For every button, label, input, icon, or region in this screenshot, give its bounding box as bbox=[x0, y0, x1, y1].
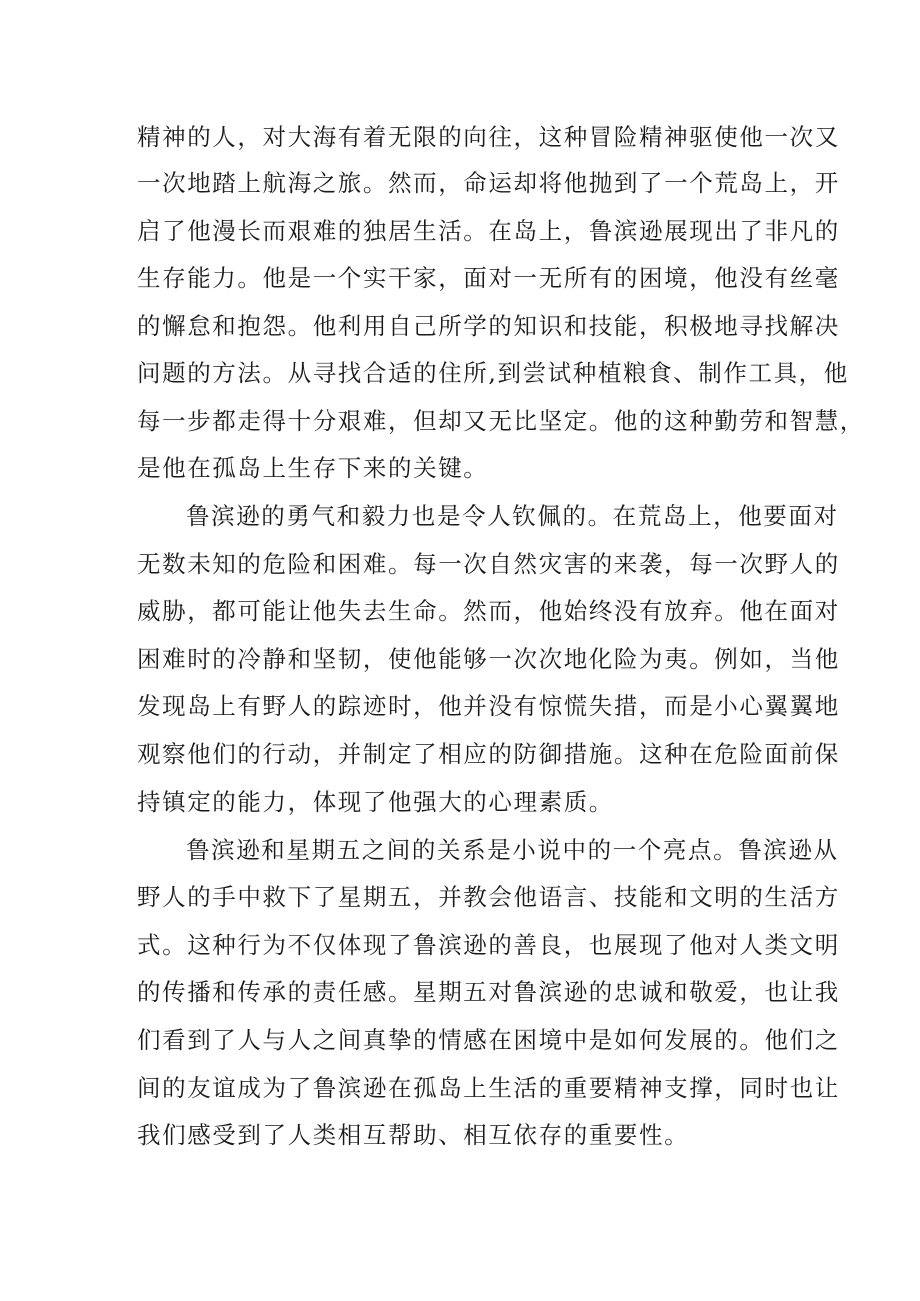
paragraph-1-line-2: 一次地踏上航海之旅。然而，命运却将他抛到了一个荒岛上，开 bbox=[137, 169, 840, 197]
paragraph-2-line-1: 鲁滨逊的勇气和毅力也是令人钦佩的。在荒岛上，他要面对 bbox=[186, 502, 839, 530]
paragraph-1-line-3: 启了他漫长而艰难的独居生活。在岛上，鲁滨逊展现出了非凡的 bbox=[137, 217, 840, 245]
paragraph-2-line-3: 威胁，都可能让他失去生命。然而，他始终没有放弃。他在面对 bbox=[137, 597, 840, 625]
paragraph-3-line-6: 间的友谊成为了鲁滨逊在孤岛上生活的重要精神支撑，同时也让 bbox=[137, 1074, 840, 1102]
paragraph-1-line-4: 生存能力。他是一个实干家，面对一无所有的困境，他没有丝毫 bbox=[137, 264, 840, 292]
paragraph-3-line-1: 鲁滨逊和星期五之间的关系是小说中的一个亮点。鲁滨逊从 bbox=[186, 836, 839, 864]
paragraph-2-line-2: 无数未知的危险和困难。每一次自然灾害的来袭，每一次野人的 bbox=[137, 550, 840, 578]
paragraph-3-line-7: 我们感受到了人类相互帮助、相互依存的重要性。 bbox=[137, 1121, 690, 1149]
paragraph-3-line-5: 们看到了人与人之间真挚的情感在困境中是如何发展的。他们之 bbox=[137, 1026, 840, 1054]
paragraph-2-line-7: 持镇定的能力，体现了他强大的心理素质。 bbox=[137, 788, 614, 816]
paragraph-1-line-6: 问题的方法。从寻找合适的住所,到尝试种植粮食、制作工具，他 bbox=[137, 359, 849, 387]
paragraph-1-line-1: 精神的人，对大海有着无限的向往，这种冒险精神驱使他一次又 bbox=[137, 123, 840, 151]
paragraph-2-line-6: 观察他们的行动，并制定了相应的防御措施。这种在危险面前保 bbox=[137, 740, 840, 768]
paragraph-1-line-8: 是他在孤岛上生存下来的关键。 bbox=[137, 454, 489, 482]
paragraph-1-line-7: 每一步都走得十分艰难，但却又无比坚定。他的这种勤劳和智慧， bbox=[137, 407, 865, 435]
paragraph-2-line-4: 困难时的冷静和坚韧，使他能够一次次地化险为夷。例如，当他 bbox=[137, 645, 840, 673]
paragraph-3-line-3: 式。这种行为不仅体现了鲁滨逊的善良，也展现了他对人类文明 bbox=[137, 931, 840, 959]
paragraph-2-line-5: 发现岛上有野人的踪迹时，他并没有惊慌失措，而是小心翼翼地 bbox=[137, 692, 840, 720]
paragraph-3-line-2: 野人的手中救下了星期五，并教会他语言、技能和文明的生活方 bbox=[137, 883, 840, 911]
paragraph-1-line-5: 的懈怠和抱怨。他利用自己所学的知识和技能，积极地寻找解决 bbox=[137, 312, 840, 340]
paragraph-3-line-4: 的传播和传承的责任感。星期五对鲁滨逊的忠诚和敬爱，也让我 bbox=[137, 978, 840, 1006]
